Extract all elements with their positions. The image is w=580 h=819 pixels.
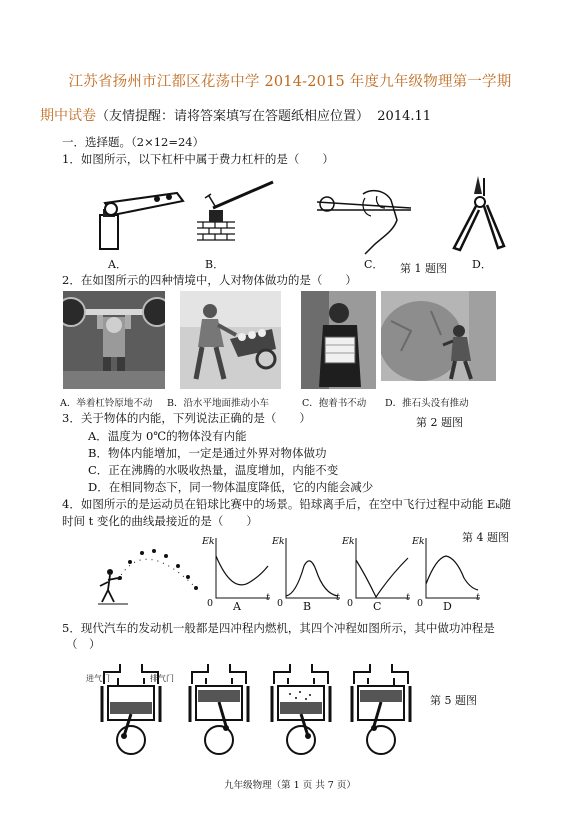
q1-option-c: C． (364, 258, 384, 271)
q2-caption-d: D．推石头没有推动 (385, 398, 469, 409)
q4-graph-c-xlabel: t (406, 592, 410, 603)
q3-option-b: B．物体内能增加，一定是通过外界对物体做功 (88, 446, 327, 460)
q5-engine-stroke-4 (350, 662, 412, 760)
exam-title: 江苏省扬州市江都区花荡中学 2014-2015 年度九年级物理第一学期 (68, 74, 512, 90)
q4-graph-d-label: D (443, 600, 452, 613)
q5-figure-caption: 第 5 题图 (430, 694, 477, 707)
exam-subtitle-note: （友情提醒：请将答案填写在答题纸相应位置） (96, 109, 370, 124)
q5-engine-stroke-3 (270, 662, 332, 760)
q2-photo-d-pushing-rock (381, 291, 496, 381)
q2-caption-c: C．抱着书不动 (302, 398, 367, 409)
q1-figure-caption: 第 1 题图 (400, 262, 447, 275)
q5-exhaust-valve-label: 排气门 (150, 674, 174, 683)
q5-stem-line1: 5．现代汽车的发动机一般都是四冲程内燃机，其四个冲程如图所示，其中做功冲程是 (62, 621, 495, 635)
q4-graph-c-ylabel: Ek (342, 536, 355, 547)
q5-engine-stroke-2 (188, 662, 250, 760)
q2-caption-a: A．举着杠铃原地不动 (60, 398, 153, 409)
q3-option-d: D．在相同物态下，同一物体温度降低，它的内能会减少 (88, 480, 374, 494)
q4-graph-c (350, 536, 412, 608)
q5-engine-stroke-1 (100, 662, 162, 760)
q1-option-b: B． (205, 258, 225, 271)
q4-graph-b-label: B (303, 600, 312, 613)
q4-graph-a-origin: 0 (207, 598, 214, 609)
q1-figure-c (315, 180, 415, 255)
q4-shotput-figure (98, 540, 208, 610)
q5-intake-valve-label: 进气门 (86, 674, 110, 683)
q4-stem-line2: 时间 t 变化的曲线最接近的是（ ） (62, 514, 258, 528)
q2-figure-caption: 第 2 题图 (416, 416, 463, 429)
q4-graph-b-xlabel: t (336, 592, 340, 603)
q3-option-c: C．正在沸腾的水吸收热量，温度增加，内能不变 (88, 463, 339, 477)
q4-graph-d (420, 536, 482, 608)
q4-graph-a-label: A (233, 600, 241, 613)
q1-option-d: D． (472, 258, 492, 271)
section-heading: 一．选择题。（2×12=24） (62, 135, 205, 149)
exam-subtitle-main: 期中试卷 (40, 108, 96, 124)
q4-graph-a-xlabel: t (266, 592, 270, 603)
q2-photo-b-pushing-cart (180, 291, 281, 389)
exam-date: 2014.11 (377, 109, 432, 124)
q5-stem-line2: （ ） (66, 637, 101, 651)
q4-stem-line1: 4．如图所示的是运动员在铅球比赛中的场景。铅球离手后，在空中飞行过程中动能 Eₖ随 (62, 497, 512, 511)
q3-stem: 3．关于物体的内能，下列说法正确的是（ ） (62, 411, 311, 425)
q1-figure-a (95, 185, 190, 250)
q4-graph-b-origin: 0 (277, 598, 284, 609)
q2-photo-a-weightlifter (63, 291, 165, 389)
q4-graph-c-origin: 0 (347, 598, 354, 609)
q4-graph-a-ylabel: Ek (202, 536, 215, 547)
q4-graph-a (210, 536, 272, 608)
q1-option-a: A． (108, 258, 127, 271)
q2-caption-b: B．沿水平地面推动小车 (167, 398, 269, 409)
q1-figure-d (448, 172, 508, 252)
q4-graph-d-ylabel: Ek (412, 536, 425, 547)
q4-graph-c-label: C (373, 600, 382, 613)
q1-figure-b (195, 178, 285, 248)
q4-graph-b (280, 536, 342, 608)
q4-graph-d-xlabel: t (476, 592, 480, 603)
q1-stem: 1．如图所示，以下杠杆中属于费力杠杆的是（ ） (62, 152, 334, 166)
q4-figure-caption: 第 4 题图 (462, 531, 509, 544)
page-footer: 九年级物理（第 1 页 共 7 页） (224, 780, 356, 791)
exam-subtitle (40, 105, 431, 125)
q2-photo-c-holding-books (301, 291, 376, 389)
q4-graph-b-ylabel: Ek (272, 536, 285, 547)
q2-stem: 2．在如图所示的四种情境中，人对物体做功的是（ ） (62, 273, 357, 287)
q3-option-a: A．温度为 0℃的物体没有内能 (88, 429, 247, 443)
q4-graph-d-origin: 0 (417, 598, 424, 609)
